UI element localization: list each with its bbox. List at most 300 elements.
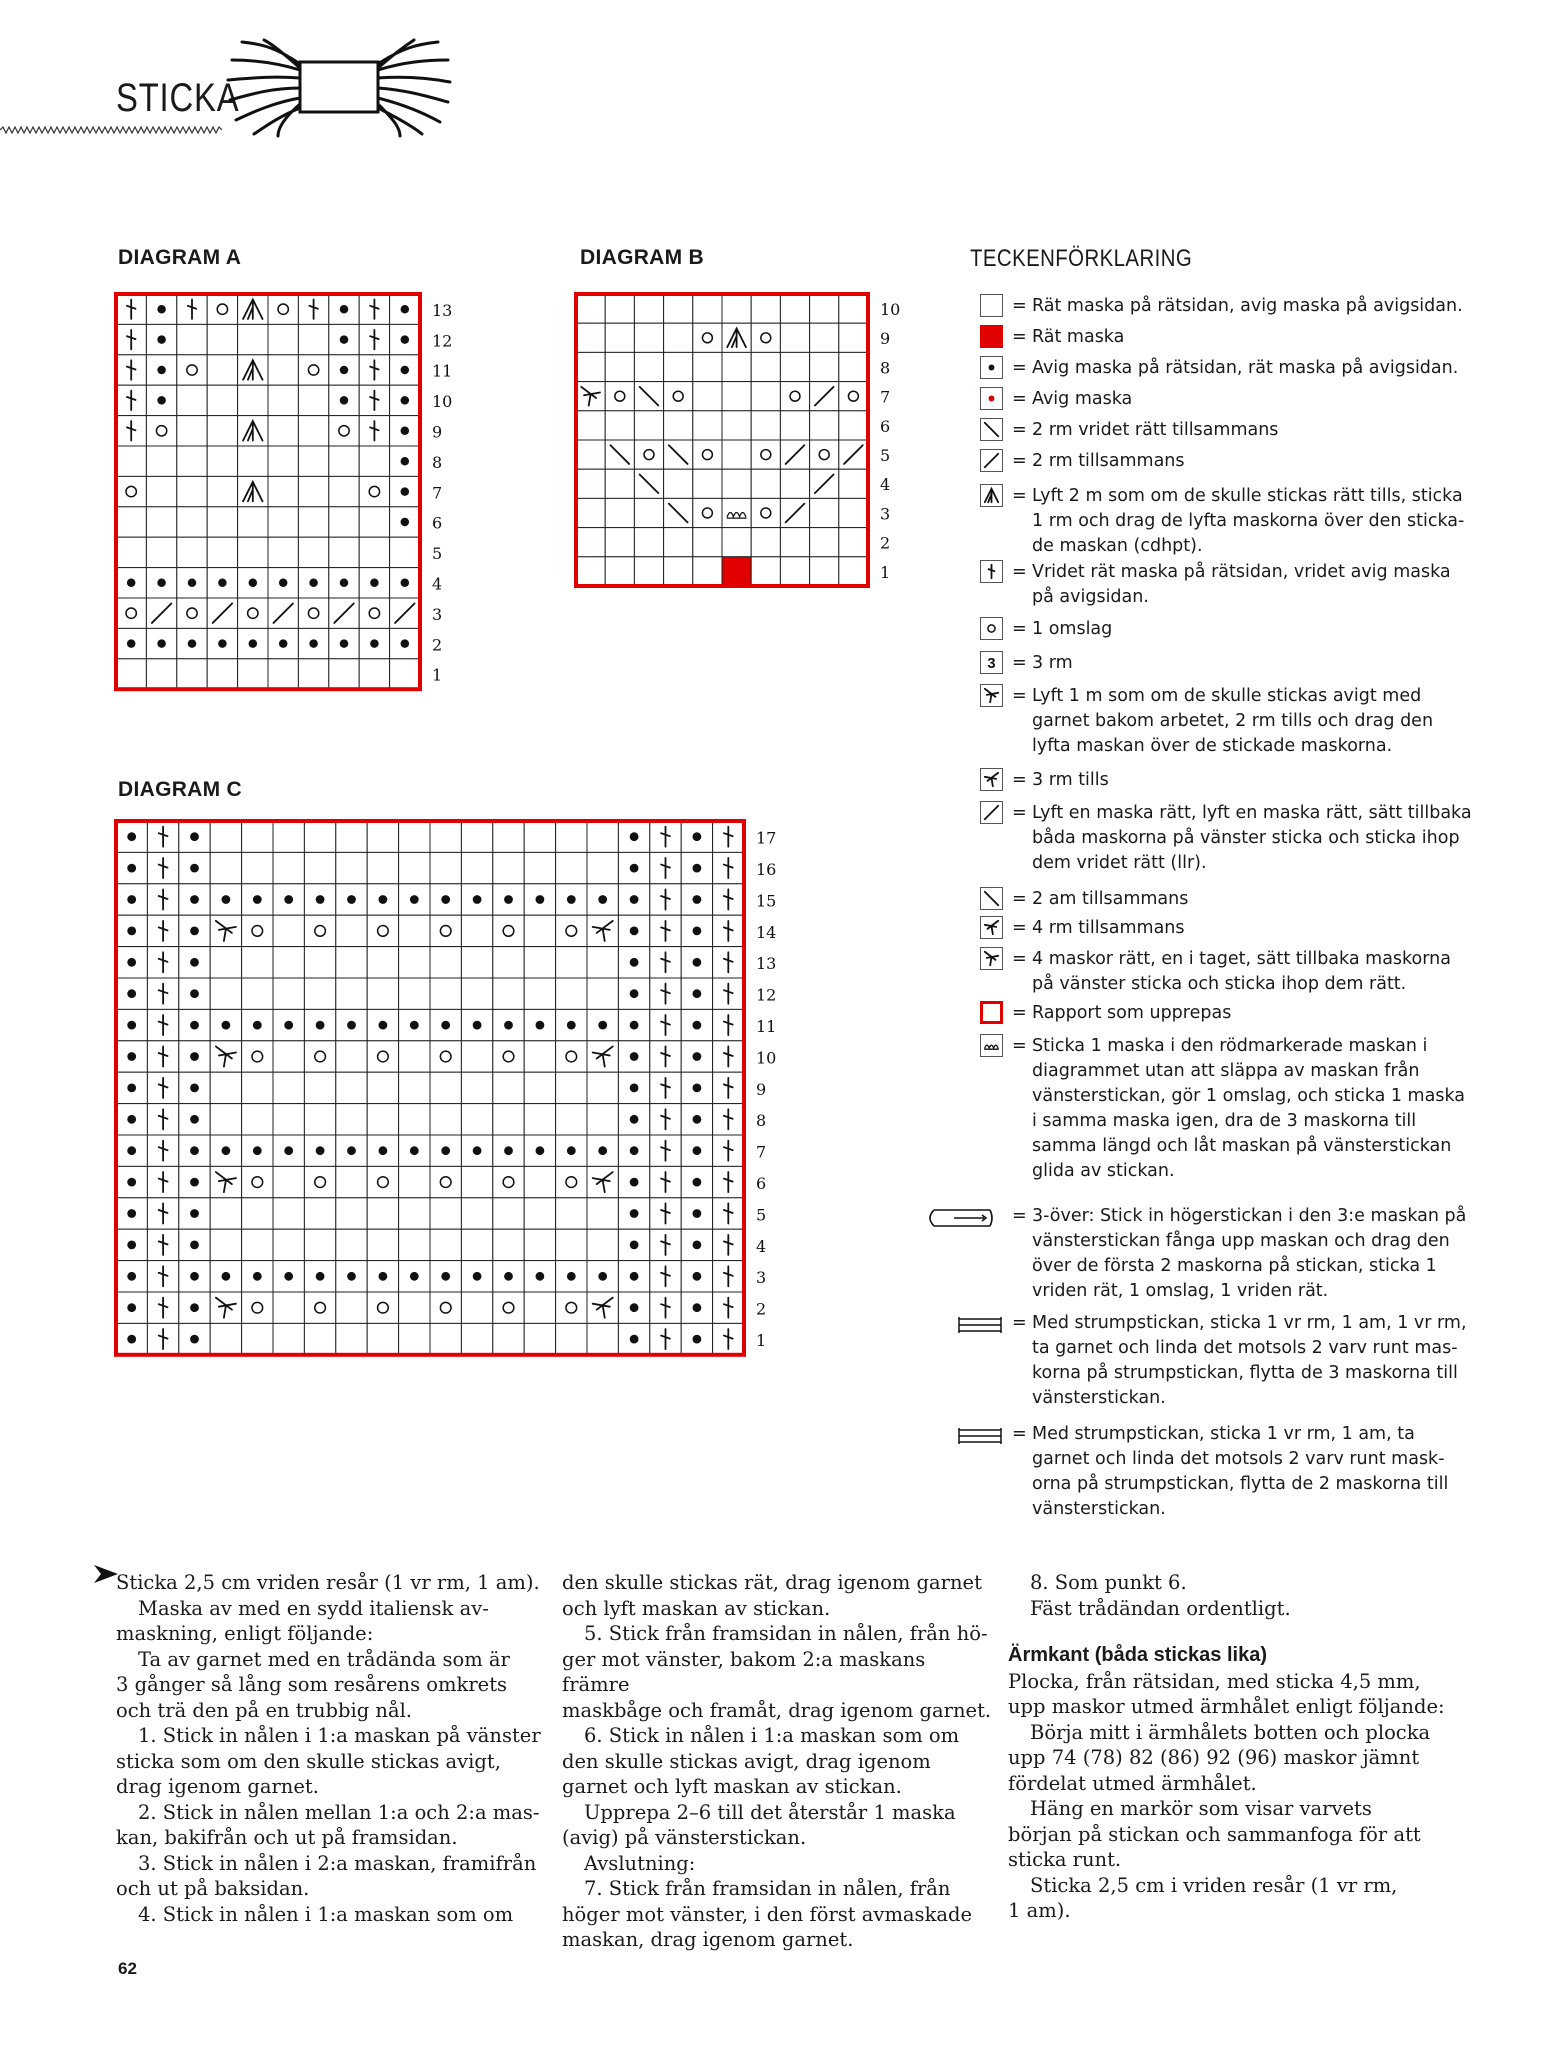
stitch-purl-dot [401,305,410,314]
grid-cell [634,440,663,469]
grid-cell [273,821,304,852]
grid-cell [359,598,389,628]
grid-cell [751,411,780,440]
legend-text: 4 rm tillsammans [1032,918,1185,938]
grid-cell [268,537,298,567]
grid-cell [605,352,634,381]
grid-cell [810,294,839,323]
stitch-purl-dot [410,1146,419,1155]
legend-text: Rät maska [1032,327,1125,347]
stitch-purl-dot [347,1272,356,1281]
body-line: och lyft maskan av stickan. [562,1596,831,1620]
legend-symbol-icon [980,801,1003,824]
grid-cell [430,1104,461,1135]
stitch-purl-dot [127,989,136,998]
legend-text: Rät maska på rätsidan, avig maska på avigsidan. [1032,296,1463,316]
body-column-3 [1008,1570,1448,1924]
stitch-purl-dot [693,927,702,936]
grid-cell [304,1166,335,1197]
stitch-purl-dot [693,1303,702,1312]
stitch-purl-dot [401,335,410,344]
grid-cell [238,598,268,628]
grid-cell [336,1072,367,1103]
grid-cell [493,947,524,978]
body-line: maskning, enligt följande: [116,1622,374,1645]
row-number: 3 [432,604,443,624]
grid-cell [605,498,634,527]
stitch-purl-dot [401,487,410,496]
stitch-purl-dot [536,1272,545,1281]
legend-equals: = [1012,918,1027,938]
stitch-purl-dot [379,1021,388,1030]
grid-cell [268,659,298,689]
grid-cell [304,1072,335,1103]
grid-cell [210,1198,241,1229]
grid-cell [273,947,304,978]
grid-cell [399,821,430,852]
row-number: 2 [880,533,891,553]
stitch-purl-dot [340,335,349,344]
row-number: 7 [756,1142,767,1162]
stitch-purl-dot [504,1021,513,1030]
stitch-purl-dot [630,1241,639,1250]
stitch-purl-dot [127,1115,136,1124]
stitch-purl-dot [127,927,136,936]
body-line: och ut på baksidan. [116,1877,310,1900]
grid-cell [298,537,328,567]
stitch-purl-dot [630,1146,639,1155]
grid-cell [493,978,524,1009]
row-number: 16 [756,860,777,880]
grid-cell [367,1104,398,1135]
stitch-purl-dot [190,1303,199,1312]
body-line: ger mot vänster, bakom 2:a maskans främre [562,1647,926,1696]
row-number: 12 [756,985,777,1005]
stitch-purl-dot [536,1146,545,1155]
grid-cell [587,978,618,1009]
row-number: 10 [432,392,453,412]
legend-text: 3 rm tills [1032,770,1109,790]
grid-cell [210,852,241,883]
grid-cell [207,537,237,567]
stitch-purl-dot [340,366,349,375]
grid-cell [634,528,663,557]
legend-text: 1 omslag [1032,619,1113,639]
grid-cell [329,659,359,689]
stitch-purl-dot [473,895,482,904]
stitch-purl-dot [127,1146,136,1155]
grid-cell [298,446,328,476]
grid-cell [587,1104,618,1135]
stitch-purl-dot [127,895,136,904]
grid-cell [493,1041,524,1072]
grid-cell [722,352,751,381]
grid-cell [751,528,780,557]
grid-cell [273,1166,304,1197]
legend-item [980,916,1450,941]
legend-item [980,484,1465,559]
grid-cell [177,537,207,567]
legend-equals: = [1012,1003,1027,1023]
grid-cell [493,852,524,883]
stitch-purl-dot [473,1272,482,1281]
grid-cell [304,1198,335,1229]
grid-cell [810,352,839,381]
legend-text: 2 rm tillsammans [1032,451,1185,471]
stitch-purl-dot [279,579,288,588]
grid-cell [722,528,751,557]
legend-item [980,1034,1465,1184]
stitch-purl-dot [441,1146,450,1155]
row-number: 1 [432,665,443,685]
legend-symbol-icon [980,294,1003,317]
grid-cell [304,821,335,852]
stitch-purl-dot [693,1178,702,1187]
legend-title: TECKENFÖRKLARING [970,245,1193,272]
grid-cell [524,978,555,1009]
legend-equals: = [1012,420,1027,440]
grid-cell [693,557,722,586]
stitch-purl-dot [693,958,702,967]
grid-cell [605,528,634,557]
grid-cell [210,1104,241,1135]
grid-cell [329,507,359,537]
diagram-a-chart [110,288,490,698]
legend-item [980,449,1450,474]
grid-cell [576,498,605,527]
grid-cell [576,469,605,498]
row-number: 5 [756,1205,767,1225]
grid-cell [587,1198,618,1229]
grid-cell [839,528,868,557]
stitch-purl-dot [630,1052,639,1061]
grid-cell [336,1292,367,1323]
body-line: den skulle stickas rät, drag igenom garnet [562,1571,982,1594]
grid-cell [751,323,780,352]
grid-cell [304,1323,335,1354]
grid-cell [273,1072,304,1103]
grid-cell [664,557,693,586]
legend-text: 2 rm vridet rätt tillsammans [1032,420,1279,440]
grid-cell [304,978,335,1009]
row-number: 3 [756,1268,767,1288]
grid-cell [780,294,809,323]
stitch-purl-dot [630,1084,639,1093]
grid-cell [576,440,605,469]
grid-cell [359,507,389,537]
legend-text: Lyft 1 m som om de skulle stickas avigt med garnet bakom arbetet, 2 rm tills och drag den lyfta maskan över de stickade maskorna. [1032,686,1434,756]
stitch-purl-dot [693,989,702,998]
legend-text: Rapport som upprepas [1032,1003,1232,1023]
grid-cell [664,411,693,440]
grid-cell [336,1041,367,1072]
stitch-purl-dot [630,1209,639,1218]
legend-text: Lyft en maska rätt, lyft en maska rätt, sätt tillbaka båda maskorna på vänster sticka och sticka ihop dem vridet rätt (llr). [1032,803,1472,873]
grid-cell [329,537,359,567]
row-number: 5 [432,544,443,564]
grid-cell [430,1229,461,1260]
grid-cell [238,324,268,354]
grid-cell [242,1041,273,1072]
stitch-purl-dot [157,335,166,344]
grid-cell [751,440,780,469]
grid-cell [177,507,207,537]
legend-text: Med strumpstickan, sticka 1 vr rm, 1 am, 1 vr rm, ta garnet och linda det motsols 2 varv runt mas-korna på strumpstickan, flytta de 3 maskorna till vänsterstickan. [1032,1313,1467,1408]
stitch-purl-dot [567,1272,576,1281]
grid-cell [605,557,634,586]
grid-cell [273,915,304,946]
grid-cell [146,416,176,446]
stitch-purl-dot [127,832,136,841]
grid-cell [329,476,359,506]
legend-item [980,325,1450,350]
stitch-purl-dot [441,895,450,904]
grid-cell [242,915,273,946]
grid-cell [839,323,868,352]
stitch-purl-dot [284,1146,293,1155]
body-line: Plocka, från rätsidan, med sticka 4,5 mm, [1008,1669,1421,1693]
stitch-purl-dot [127,579,136,588]
body-line: garnet och lyft maskan av stickan. [562,1775,902,1798]
body-line: Sticka 2,5 cm vriden resår (1 vr rm, 1 am). [116,1571,540,1594]
row-number: 6 [756,1174,767,1194]
legend-symbol-icon [980,387,1003,410]
grid-cell [810,557,839,586]
grid-cell [587,821,618,852]
row-number: 2 [432,635,443,655]
body-line: 4. Stick in nålen i 1:a maskan som om [138,1902,514,1926]
grid-cell [399,1292,430,1323]
row-number: 9 [432,422,443,442]
stitch-purl-dot [598,1146,607,1155]
grid-cell [399,1041,430,1072]
stitch-purl-dot [218,639,227,648]
grid-cell [634,557,663,586]
grid-cell [336,915,367,946]
grid-cell [556,1198,587,1229]
grid-cell [524,947,555,978]
legend-text: 3 rm [1032,653,1073,673]
row-number: 8 [756,1111,767,1131]
diagram-a-title: DIAGRAM A [118,246,242,269]
grid-cell [810,498,839,527]
grid-cell [493,821,524,852]
legend-equals: = [1012,770,1027,790]
grid-cell [399,1104,430,1135]
legend-text: Med strumpstickan, sticka 1 vr rm, 1 am, ta garnet och linda det motsols 2 varv runt mask-orna på strumpstickan, flytta de 2 maskorna till vänsterstickan. [1032,1424,1449,1519]
grid-cell [461,852,492,883]
grid-cell [207,416,237,446]
grid-cell [238,446,268,476]
grid-cell [177,385,207,415]
grid-cell [242,1104,273,1135]
grid-cell [810,440,839,469]
grid-cell [367,821,398,852]
row-number: 12 [432,331,453,351]
grid-cell [751,352,780,381]
grid-cell [576,294,605,323]
grid-cell [524,915,555,946]
stitch-purl-dot [157,579,166,588]
legend-item [980,294,1463,319]
stitch-purl-dot [190,895,199,904]
body-line: Ta av garnet med en trådända som är [138,1647,510,1671]
grid-cell [493,1198,524,1229]
grid-cell [556,1229,587,1260]
grid-cell [336,1323,367,1354]
grid-cell [304,852,335,883]
grid-cell [634,411,663,440]
stitch-purl-dot [127,1272,136,1281]
grid-cell [461,1229,492,1260]
grid-cell [839,411,868,440]
grid-cell [177,355,207,385]
stitch-purl-dot [157,366,166,375]
stitch-purl-dot [401,457,410,466]
row-number: 15 [756,891,777,911]
grid-cell [556,978,587,1009]
grid-cell [359,446,389,476]
grid-cell [399,915,430,946]
grid-cell [664,352,693,381]
grid-cell [693,528,722,557]
grid-cell [268,416,298,446]
stitch-purl-dot [693,1146,702,1155]
body-line: fördelat utmed ärmhålet. [1008,1771,1257,1795]
grid-cell [329,446,359,476]
legend-item [980,651,1450,676]
grid-cell [556,1041,587,1072]
stitch-purl-dot [279,639,288,648]
body-line: den skulle stickas avigt, drag igenom [562,1749,931,1773]
grid-cell [461,915,492,946]
grid-cell [304,1229,335,1260]
grid-cell [839,382,868,411]
grid-cell [242,978,273,1009]
grid-cell [556,821,587,852]
stitch-purl-dot [473,1146,482,1155]
body-line: 2. Stick in nålen mellan 1:a och 2:a mas- [138,1800,540,1824]
stitch-purl-dot [441,1021,450,1030]
grid-cell [116,659,146,689]
grid-cell [839,352,868,381]
body-column-1 [116,1570,546,1927]
grid-cell [242,1198,273,1229]
body-line: (avig) på vänsterstickan. [562,1826,807,1849]
stitch-purl-dot [536,895,545,904]
stitch-purl-dot [253,895,262,904]
stitch-purl-dot [630,1178,639,1187]
legend-item [980,684,1450,759]
grid-cell [298,598,328,628]
grid-cell [298,355,328,385]
body-line: Börja mitt i ärmhålets botten och plocka [1030,1720,1431,1744]
legend-item [980,560,1450,610]
grid-cell [587,1229,618,1260]
grid-cell [780,469,809,498]
stitch-purl-dot [190,1241,199,1250]
grid-cell [207,446,237,476]
row-number: 1 [880,562,891,582]
grid-cell [116,476,146,506]
grid-cell [587,1072,618,1103]
grid-cell [556,1072,587,1103]
grid-cell [336,1104,367,1135]
stitch-purl-dot [567,1021,576,1030]
grid-cell [693,352,722,381]
grid-cell [576,352,605,381]
stitch-purl-dot [190,1335,199,1344]
grid-cell [273,1323,304,1354]
stitch-purl-dot [370,579,379,588]
row-number: 3 [880,504,891,524]
legend-symbol-icon [980,449,1003,472]
stitch-purl-dot [127,864,136,873]
grid-cell [304,1292,335,1323]
legend-text: Vridet rät maska på rätsidan, vridet avig maska på avigsidan. [1032,562,1451,607]
stitch-purl-dot [630,1335,639,1344]
stitch-purl-dot [249,639,258,648]
stitch-purl-dot [504,1272,513,1281]
stitch-purl-dot [410,1021,419,1030]
grid-cell [430,1072,461,1103]
legend-item [980,947,1450,997]
stitch-purl-dot [410,1272,419,1281]
grid-cell [461,1198,492,1229]
diagram-c-title: DIAGRAM C [118,778,243,801]
grid-cell [336,821,367,852]
row-number: 9 [880,329,891,349]
stitch-purl-dot [401,518,410,527]
legend-equals: = [1012,949,1027,969]
stitch-purl-dot [693,1335,702,1344]
grid-cell [268,294,298,324]
body-line: upp 74 (78) 82 (86) 92 (96) maskor jämnt [1008,1746,1420,1769]
stitch-purl-dot [127,1084,136,1093]
row-number: 10 [756,1048,777,1068]
grid-cell [298,385,328,415]
zigzag-rule [0,126,222,134]
grid-cell [367,852,398,883]
stitch-purl-dot [157,639,166,648]
grid-cell [399,1072,430,1103]
legend-equals: = [1012,562,1027,582]
stitch-purl-dot [127,1241,136,1250]
body-line: Fäst trådändan ordentligt. [1030,1596,1291,1620]
legend-item [980,387,1450,412]
grid-cell [273,1041,304,1072]
grid-cell [780,557,809,586]
body-line: 1 am). [1008,1899,1071,1922]
stitch-purl-dot [253,1021,262,1030]
legend-symbol-icon [980,418,1003,441]
legend-symbol-icon [980,617,1003,640]
grid-cell [493,915,524,946]
grid-cell [177,598,207,628]
stitch-purl-dot [693,1021,702,1030]
grid-cell [207,659,237,689]
grid-cell [461,1041,492,1072]
legend-item [980,356,1459,381]
stitch-purl-dot [630,895,639,904]
body-line: 1. Stick in nålen i 1:a maskan på vänster [138,1724,541,1747]
svg-text:3: 3 [987,655,996,672]
row-number: 17 [756,828,777,848]
grid-cell [493,1072,524,1103]
body-column-2 [562,1570,992,1953]
grid-cell [634,294,663,323]
legend-equals: = [1012,486,1027,506]
